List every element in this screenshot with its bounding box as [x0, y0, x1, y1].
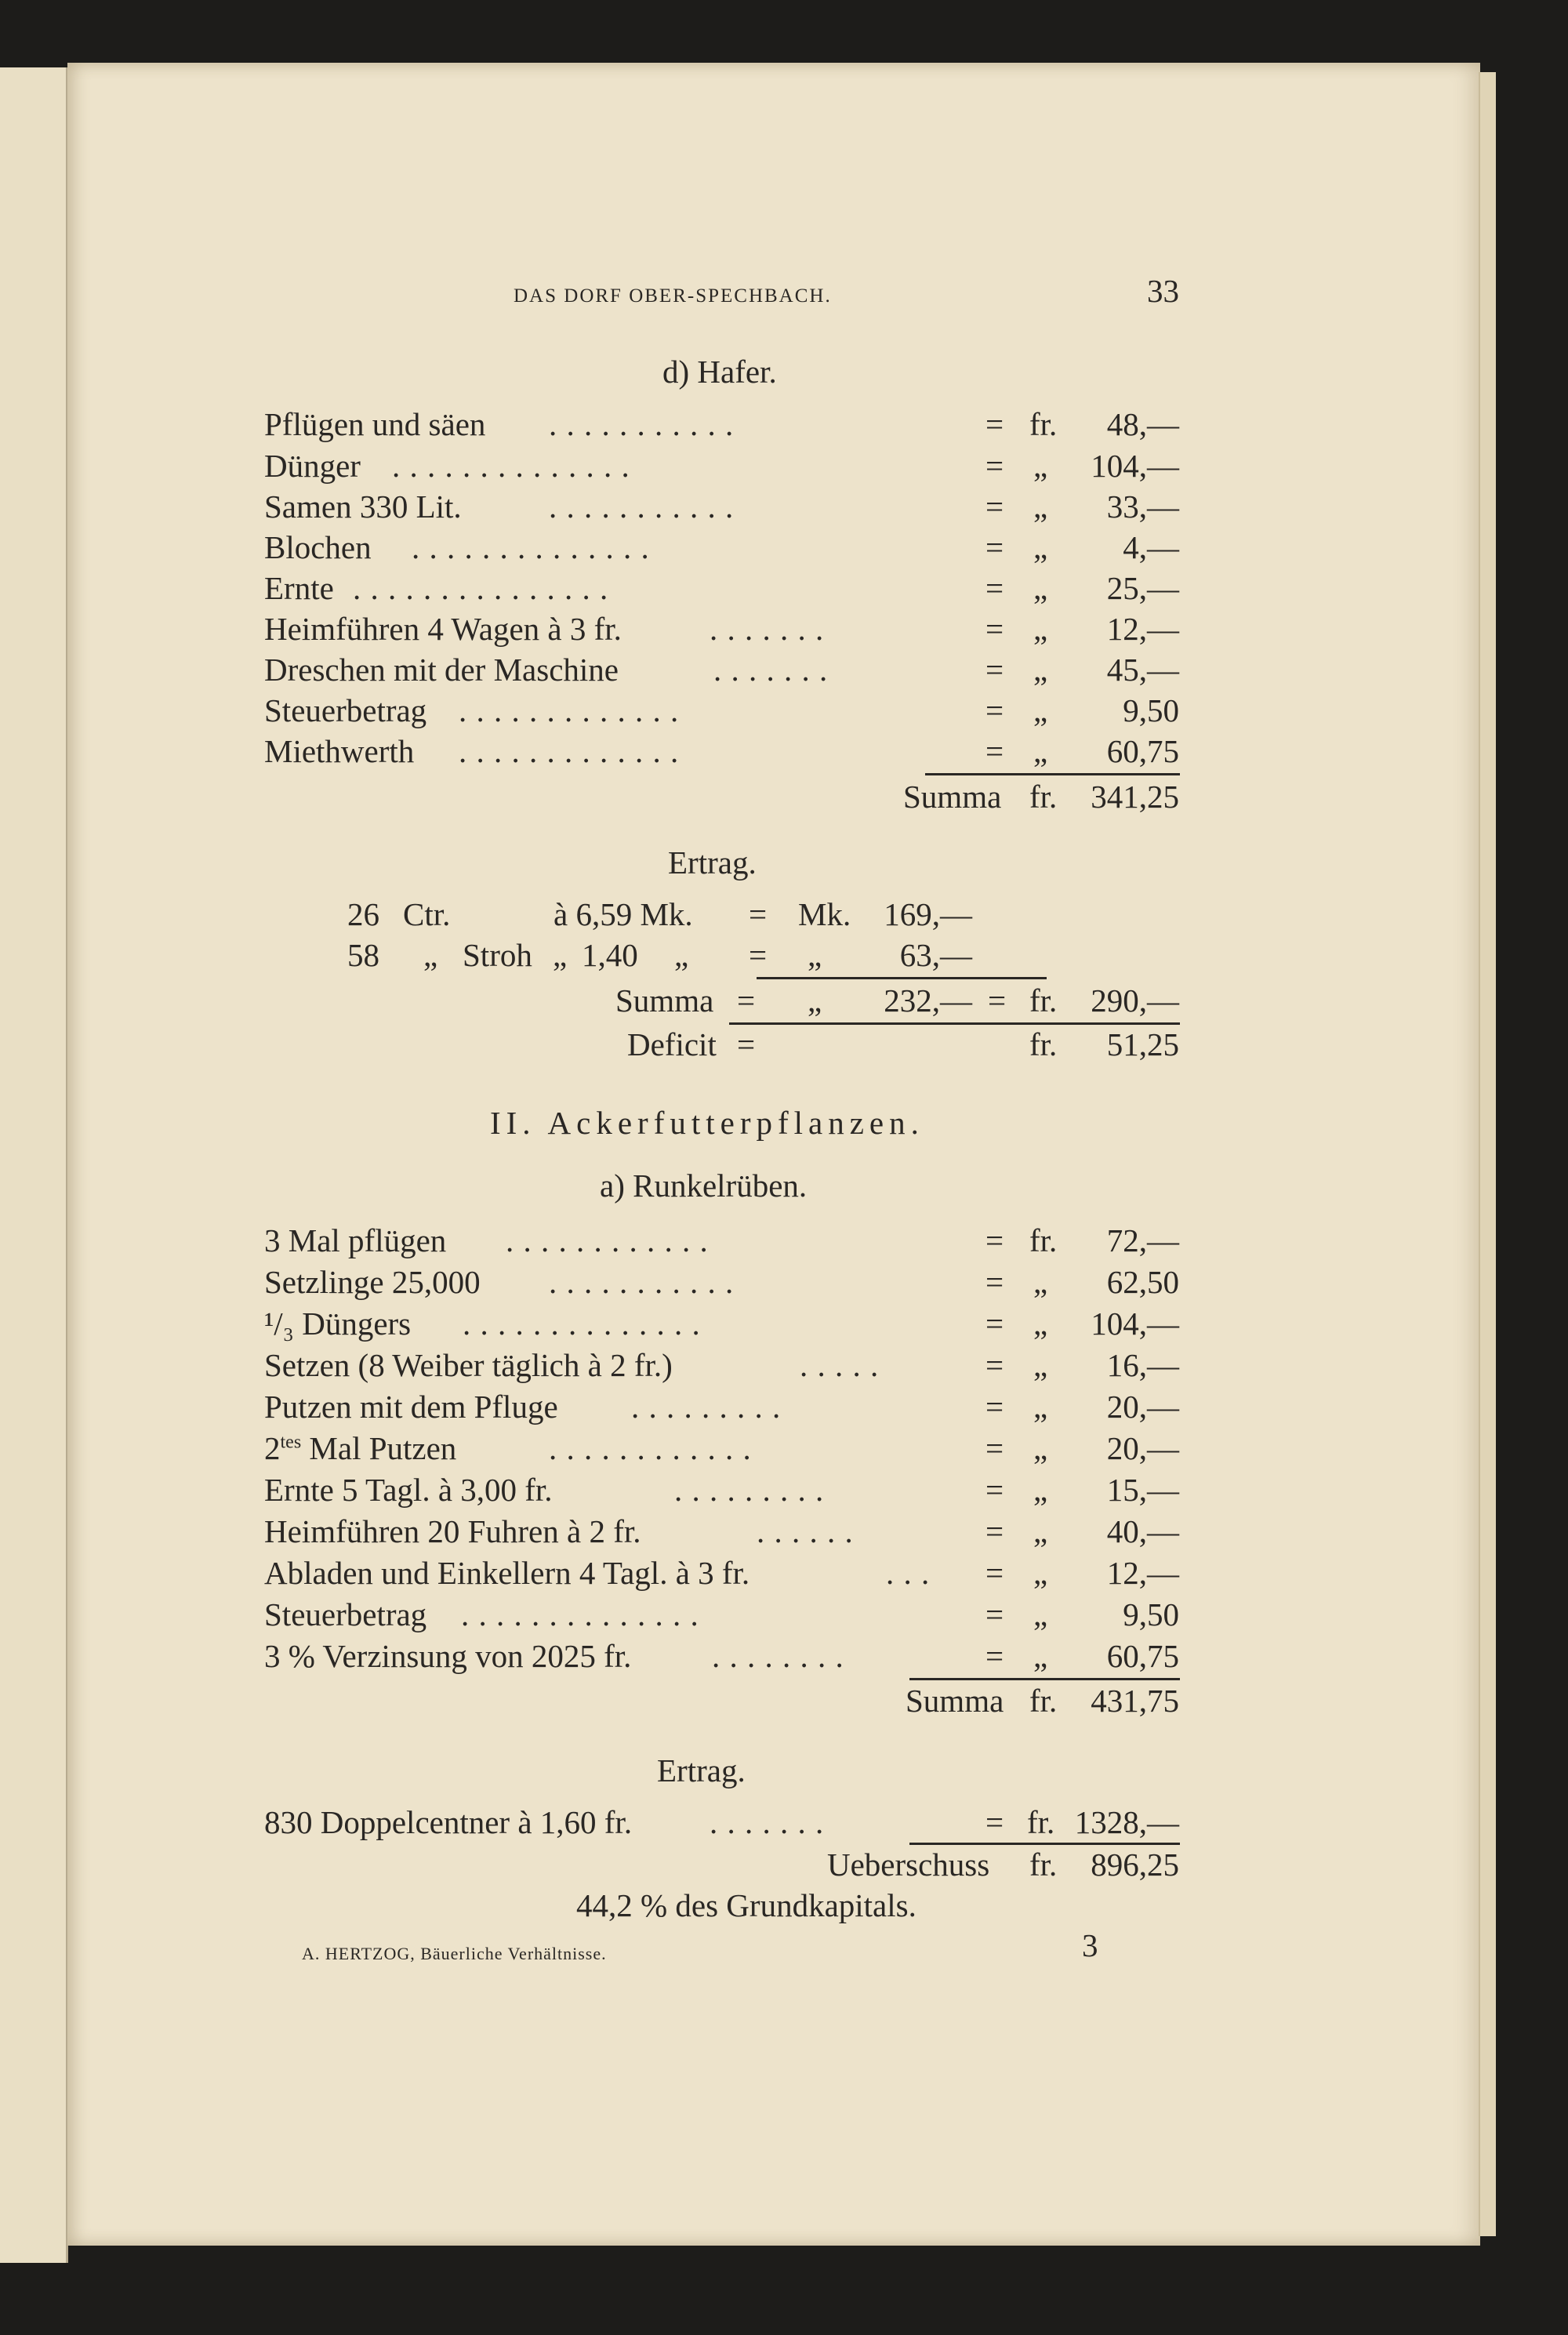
total-label: Summa	[906, 1683, 1004, 1719]
equals-sign: =	[985, 692, 1004, 728]
surplus-label: Ueberschuss	[827, 1847, 990, 1883]
runkel-heading: a) Runkelrüben.	[600, 1168, 808, 1204]
ditto-mark: „	[1033, 448, 1048, 484]
total-amount: 341,25	[1091, 779, 1179, 815]
leader-dots: . . . . . . . . . . . . .	[459, 733, 680, 769]
equals-sign: =	[985, 1804, 1004, 1840]
equals-sign: =	[985, 488, 1004, 525]
ditto-mark: „	[1033, 570, 1048, 606]
sheet-signature: 3	[1082, 1927, 1098, 1963]
total-amount: 290,—	[1091, 982, 1179, 1019]
row-label: Miethwerth	[264, 733, 415, 769]
leader-dots: . . . . . . . . . . . .	[506, 1222, 709, 1258]
total-label: Summa	[903, 779, 1002, 815]
leader-dots: . . . . . . . . . . .	[549, 406, 735, 442]
ditto-mark: „	[1033, 611, 1048, 647]
currency-unit: fr.	[1029, 779, 1058, 815]
row-label: Ernte 5 Tagl. à 3,00 fr.	[264, 1472, 553, 1508]
equals-sign: =	[985, 1596, 1004, 1632]
mark-amount: 232,—	[884, 982, 972, 1019]
row-label: 3 % Verzinsung von 2025 fr.	[264, 1638, 632, 1674]
ditto-mark: „	[1033, 1264, 1048, 1300]
percent-of-capital: 44,2 % des Grundkapitals.	[576, 1887, 916, 1923]
equals-sign: =	[985, 1305, 1004, 1342]
ditto-mark: „	[423, 937, 438, 973]
previous-page-edge	[0, 67, 68, 2263]
equals-sign: =	[737, 1026, 756, 1062]
leader-dots: . . . . . . . . .	[674, 1472, 825, 1508]
currency-unit: fr.	[1029, 982, 1058, 1019]
amount: 169,—	[884, 896, 972, 932]
ditto-mark: „	[674, 937, 689, 973]
ditto-mark: „	[1033, 1513, 1048, 1549]
amount: 62,50	[1106, 1264, 1179, 1300]
row-label: Samen 330 Lit.	[264, 488, 462, 525]
amount: 12,—	[1106, 611, 1179, 647]
ditto-mark: „	[1033, 652, 1048, 688]
surplus-amount: 896,25	[1091, 1847, 1179, 1883]
row-label: Putzen mit dem Pfluge	[264, 1389, 558, 1425]
leader-dots: . . . . . . . .	[712, 1638, 844, 1674]
leader-dots: . . . . . . . . . . . . . .	[461, 1596, 699, 1632]
leader-dots: . . . . . . . . . . . . . .	[392, 448, 630, 484]
ditto-mark: „	[1033, 1305, 1048, 1342]
ditto-mark: „	[1033, 1472, 1048, 1508]
row-label: Steuerbetrag	[264, 1596, 427, 1632]
ditto-mark: „	[1033, 1555, 1048, 1591]
amount: 20,—	[1106, 1430, 1179, 1466]
runkel-yield-heading: Ertrag.	[657, 1752, 746, 1788]
amount: 63,—	[899, 937, 972, 973]
equals-sign: =	[985, 733, 1004, 769]
amount: 33,—	[1106, 488, 1179, 525]
amount: 15,—	[1106, 1472, 1179, 1508]
amount: 104,—	[1091, 448, 1179, 484]
amount: 20,—	[1106, 1389, 1179, 1425]
leader-dots: . . . . . . . . . . . . . . .	[353, 570, 609, 606]
hafer-yield-heading: Ertrag.	[668, 844, 757, 881]
amount: 9,50	[1123, 692, 1179, 728]
ditto-mark: „	[1033, 1638, 1048, 1674]
equals-sign: =	[985, 1555, 1004, 1591]
equals-sign: =	[985, 1389, 1004, 1425]
equals-sign: =	[988, 982, 1007, 1019]
equals-sign: =	[985, 1430, 1004, 1466]
quantity: 58	[347, 937, 379, 973]
leader-dots: . . . . . . . . .	[631, 1389, 782, 1425]
ditto-mark: „	[808, 982, 822, 1019]
equals-sign: =	[985, 1472, 1004, 1508]
hafer-heading: d) Hafer.	[662, 354, 777, 390]
equals-sign: =	[985, 652, 1004, 688]
amount: 45,—	[1106, 652, 1179, 688]
ditto-mark: „	[1033, 488, 1048, 525]
equals-sign: =	[985, 406, 1004, 442]
unit: Ctr.	[403, 896, 451, 932]
currency-unit: fr.	[1029, 1847, 1058, 1883]
leader-dots: . . . . . . . . . . .	[549, 1264, 735, 1300]
amount: 48,—	[1106, 406, 1179, 442]
sum-rule	[925, 773, 1180, 775]
row-label: Heimführen 4 Wagen à 3 fr.	[264, 611, 622, 647]
equals-sign: =	[985, 448, 1004, 484]
leader-dots: . . . . . . . . . . . . . .	[463, 1305, 701, 1342]
equals-sign: =	[985, 1513, 1004, 1549]
running-title: DAS DORF OBER-SPECHBACH.	[514, 285, 832, 307]
total-label: Summa	[615, 982, 714, 1019]
currency-unit: fr.	[1029, 1222, 1058, 1258]
amount: 40,—	[1106, 1513, 1179, 1549]
row-label: Setzen (8 Weiber täglich à 2 fr.)	[264, 1347, 673, 1383]
sum-rule	[757, 977, 1047, 979]
ditto-mark: „	[1033, 1596, 1048, 1632]
leader-dots: . . .	[886, 1555, 931, 1591]
deficit-amount: 51,25	[1106, 1026, 1179, 1062]
section-title: II. Ackerfutterpflanzen.	[490, 1105, 924, 1141]
row-label: Abladen und Einkellern 4 Tagl. à 3 fr.	[264, 1555, 750, 1591]
page-fore-edge	[1479, 72, 1496, 2236]
equals-sign: =	[749, 896, 768, 932]
leader-dots: . . . . . . .	[710, 611, 825, 647]
amount: 12,—	[1106, 1555, 1179, 1591]
currency-unit: fr.	[1027, 1804, 1055, 1840]
row-label: Dünger	[264, 448, 361, 484]
rate: à 6,59 Mk.	[554, 896, 693, 932]
row-label: $2^{tes}$ Mal Putzen	[264, 1430, 457, 1466]
amount: 4,—	[1123, 529, 1179, 565]
amount: 1328,—	[1074, 1804, 1179, 1840]
ditto-mark: „	[1033, 692, 1048, 728]
leader-dots: . . . . . . . . . . .	[549, 488, 735, 525]
equals-sign: =	[985, 1222, 1004, 1258]
page-number: 33	[1147, 273, 1179, 309]
ditto-mark: „	[1033, 1430, 1048, 1466]
amount: 60,75	[1106, 1638, 1179, 1674]
currency-unit: fr.	[1029, 1683, 1058, 1719]
total-amount: 431,75	[1091, 1683, 1179, 1719]
leader-dots: . . . . .	[800, 1347, 880, 1383]
row-label: Setzlinge 25,000	[264, 1264, 481, 1300]
row-label: Pflügen und säen	[264, 406, 486, 442]
amount: 104,—	[1091, 1305, 1179, 1342]
currency-unit: Mk.	[798, 896, 851, 932]
ditto-mark: „	[1033, 733, 1048, 769]
amount: 60,75	[1106, 733, 1179, 769]
ditto-mark: „	[1033, 529, 1048, 565]
leader-dots: . . . . . . . . . . . .	[549, 1430, 752, 1466]
equals-sign: =	[737, 982, 756, 1019]
row-label: ¹/₃ Düngers	[264, 1305, 412, 1342]
row-label: Blochen	[264, 529, 372, 565]
row-label: Heimführen 20 Fuhren à 2 fr.	[264, 1513, 641, 1549]
amount: 9,50	[1123, 1596, 1179, 1632]
currency-unit: fr.	[1029, 406, 1058, 442]
deficit-label: Deficit	[627, 1026, 717, 1062]
leader-dots: . . . . . . . . . . . . . .	[412, 529, 650, 565]
row-label: 830 Doppelcentner à 1,60 fr.	[264, 1804, 633, 1840]
currency-unit: fr.	[1029, 1026, 1058, 1062]
equals-sign: =	[985, 611, 1004, 647]
rate: 1,40	[582, 937, 638, 973]
equals-sign: =	[985, 1347, 1004, 1383]
ditto-mark: „	[1033, 1347, 1048, 1383]
leader-dots: . . . . . .	[757, 1513, 854, 1549]
amount: 16,—	[1106, 1347, 1179, 1383]
amount: 25,—	[1106, 570, 1179, 606]
leader-dots: . . . . . . . . . . . . .	[459, 692, 680, 728]
equals-sign: =	[985, 1638, 1004, 1674]
row-label: Ernte	[264, 570, 334, 606]
row-label: 3 Mal pflügen	[264, 1222, 447, 1258]
amount: 72,—	[1106, 1222, 1179, 1258]
equals-sign: =	[985, 1264, 1004, 1300]
row-label: Steuerbetrag	[264, 692, 427, 728]
equals-sign: =	[985, 570, 1004, 606]
ditto-mark: „	[808, 937, 822, 973]
leader-dots: . . . . . . .	[710, 1804, 825, 1840]
equals-sign: =	[985, 529, 1004, 565]
leader-dots: . . . . . . .	[713, 652, 829, 688]
ditto-mark: „	[553, 937, 568, 973]
ditto-mark: „	[1033, 1389, 1048, 1425]
equals-sign: =	[749, 937, 768, 973]
signature-line: A. HERTZOG, Bäuerliche Verhältnisse.	[302, 1944, 607, 1963]
quantity: 26	[347, 896, 379, 932]
row-label: Dreschen mit der Maschine	[264, 652, 619, 688]
item: Stroh	[463, 937, 532, 973]
